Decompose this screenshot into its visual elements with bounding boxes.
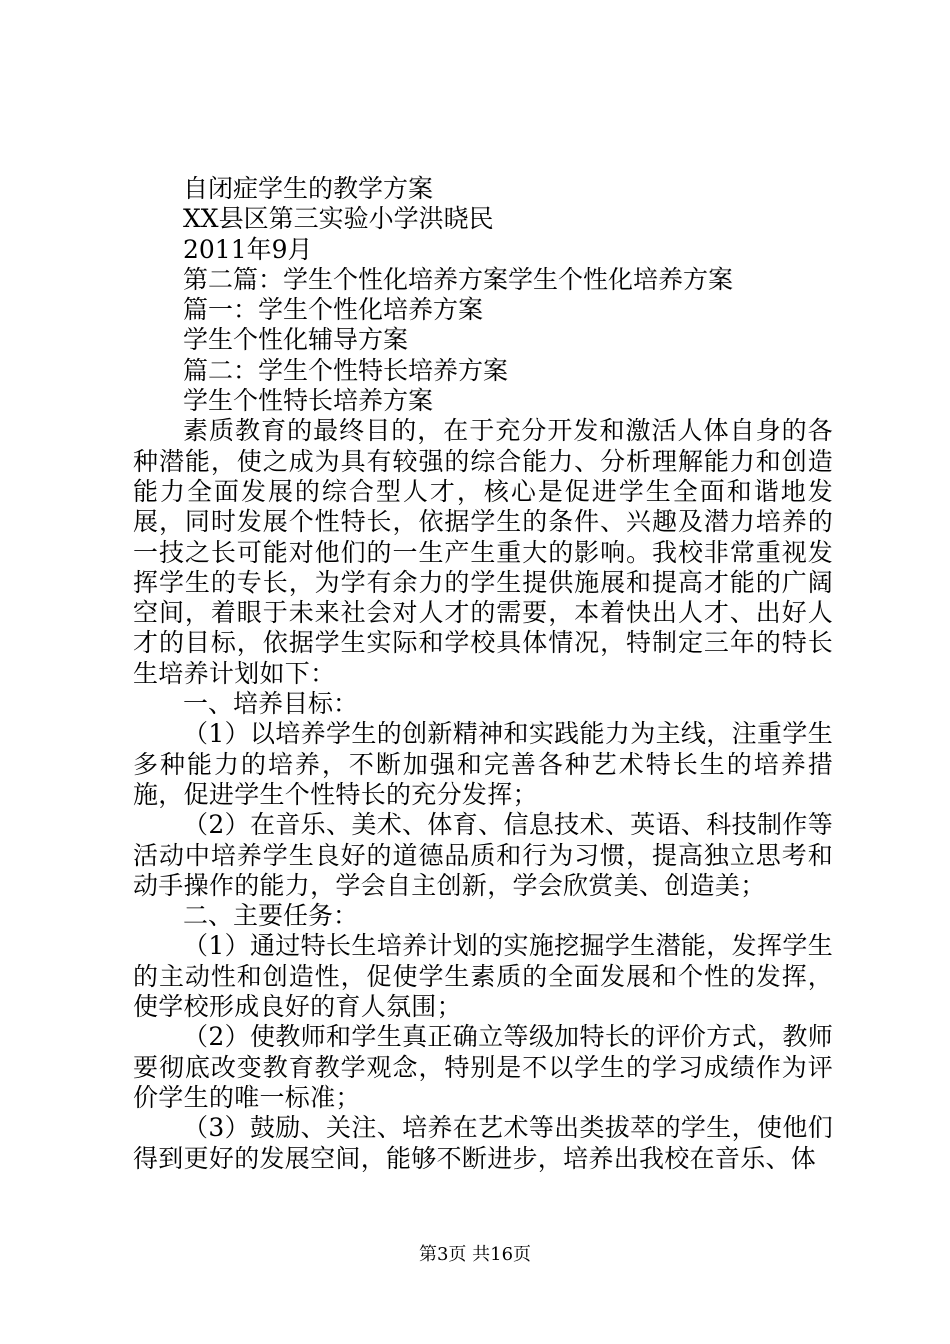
heading-line: 学生个性化辅导方案 bbox=[183, 325, 409, 355]
heading-line: XX县区第三实验小学洪晓民 bbox=[183, 204, 494, 234]
page-footer: 第3页 共16页 bbox=[418, 1244, 532, 1265]
document-body bbox=[133, 174, 833, 1174]
list-item: （2）在音乐、美术、体育、信息技术、英语、科技制作等活动中培养学生良好的道德品质和行为习惯，提高独立思考和动手操作的能力，学会自主创新，学会欣赏美、创造美； bbox=[133, 810, 833, 900]
list-item: （1）以培养学生的创新精神和实践能力为主线，注重学生多种能力的培养，不断加强和完善各种艺术特长生的培养措施，促进学生个性特长的充分发挥； bbox=[133, 719, 833, 809]
heading-line: 篇二：学生个性特长培养方案 bbox=[183, 355, 509, 385]
section-title: 二、主要任务： bbox=[183, 901, 359, 931]
heading-line: 篇一：学生个性化培养方案 bbox=[183, 295, 484, 325]
list-item: （1）通过特长生培养计划的实施挖掘学生潜能，发挥学生的主动性和创造性，促使学生素质的全面发展和个性的发挥，使学校形成良好的育人氛围； bbox=[133, 931, 833, 1022]
list-item: （2）使教师和学生真正确立等级加特长的评价方式，教师要彻底改变教育教学观念，特别是不以学生的学习成绩作为评价学生的唯一标准； bbox=[133, 1022, 833, 1112]
heading-line: 2011年9月 bbox=[183, 234, 313, 264]
list-item: （3）鼓励、关注、培养在艺术等出类拔萃的学生，使他们得到更好的发展空间，能够不断进步，培养出我校在音乐、体 bbox=[133, 1113, 833, 1173]
section-title: 一、培养目标： bbox=[183, 689, 359, 719]
heading-line: 学生个性特长培养方案 bbox=[183, 386, 434, 416]
heading-line: 第二篇：学生个性化培养方案学生个性化培养方案 bbox=[183, 264, 734, 294]
intro-paragraph: 素质教育的最终目的，在于充分开发和激活人体自身的各种潜能，使之成为具有较强的综合能力、分析理解能力和创造能力全面发展的综合型人才，核心是促进学生全面和谐地发展，同时发展个性特长，依据学生的条件、兴趣及潜力培养的一技之长可能对他们的一生产生重大的影响。我校非常重视发挥学生的专长，为学有余力的学生提供施展和提高才能的广阔空间，着眼于未来社会对人才的需要，本着快出人才、出好人才的目标，依据学生实际和学校具体情况，特制定三年的特长生培养计划如下： bbox=[133, 416, 833, 688]
heading-line: 自闭症学生的教学方案 bbox=[183, 174, 434, 203]
